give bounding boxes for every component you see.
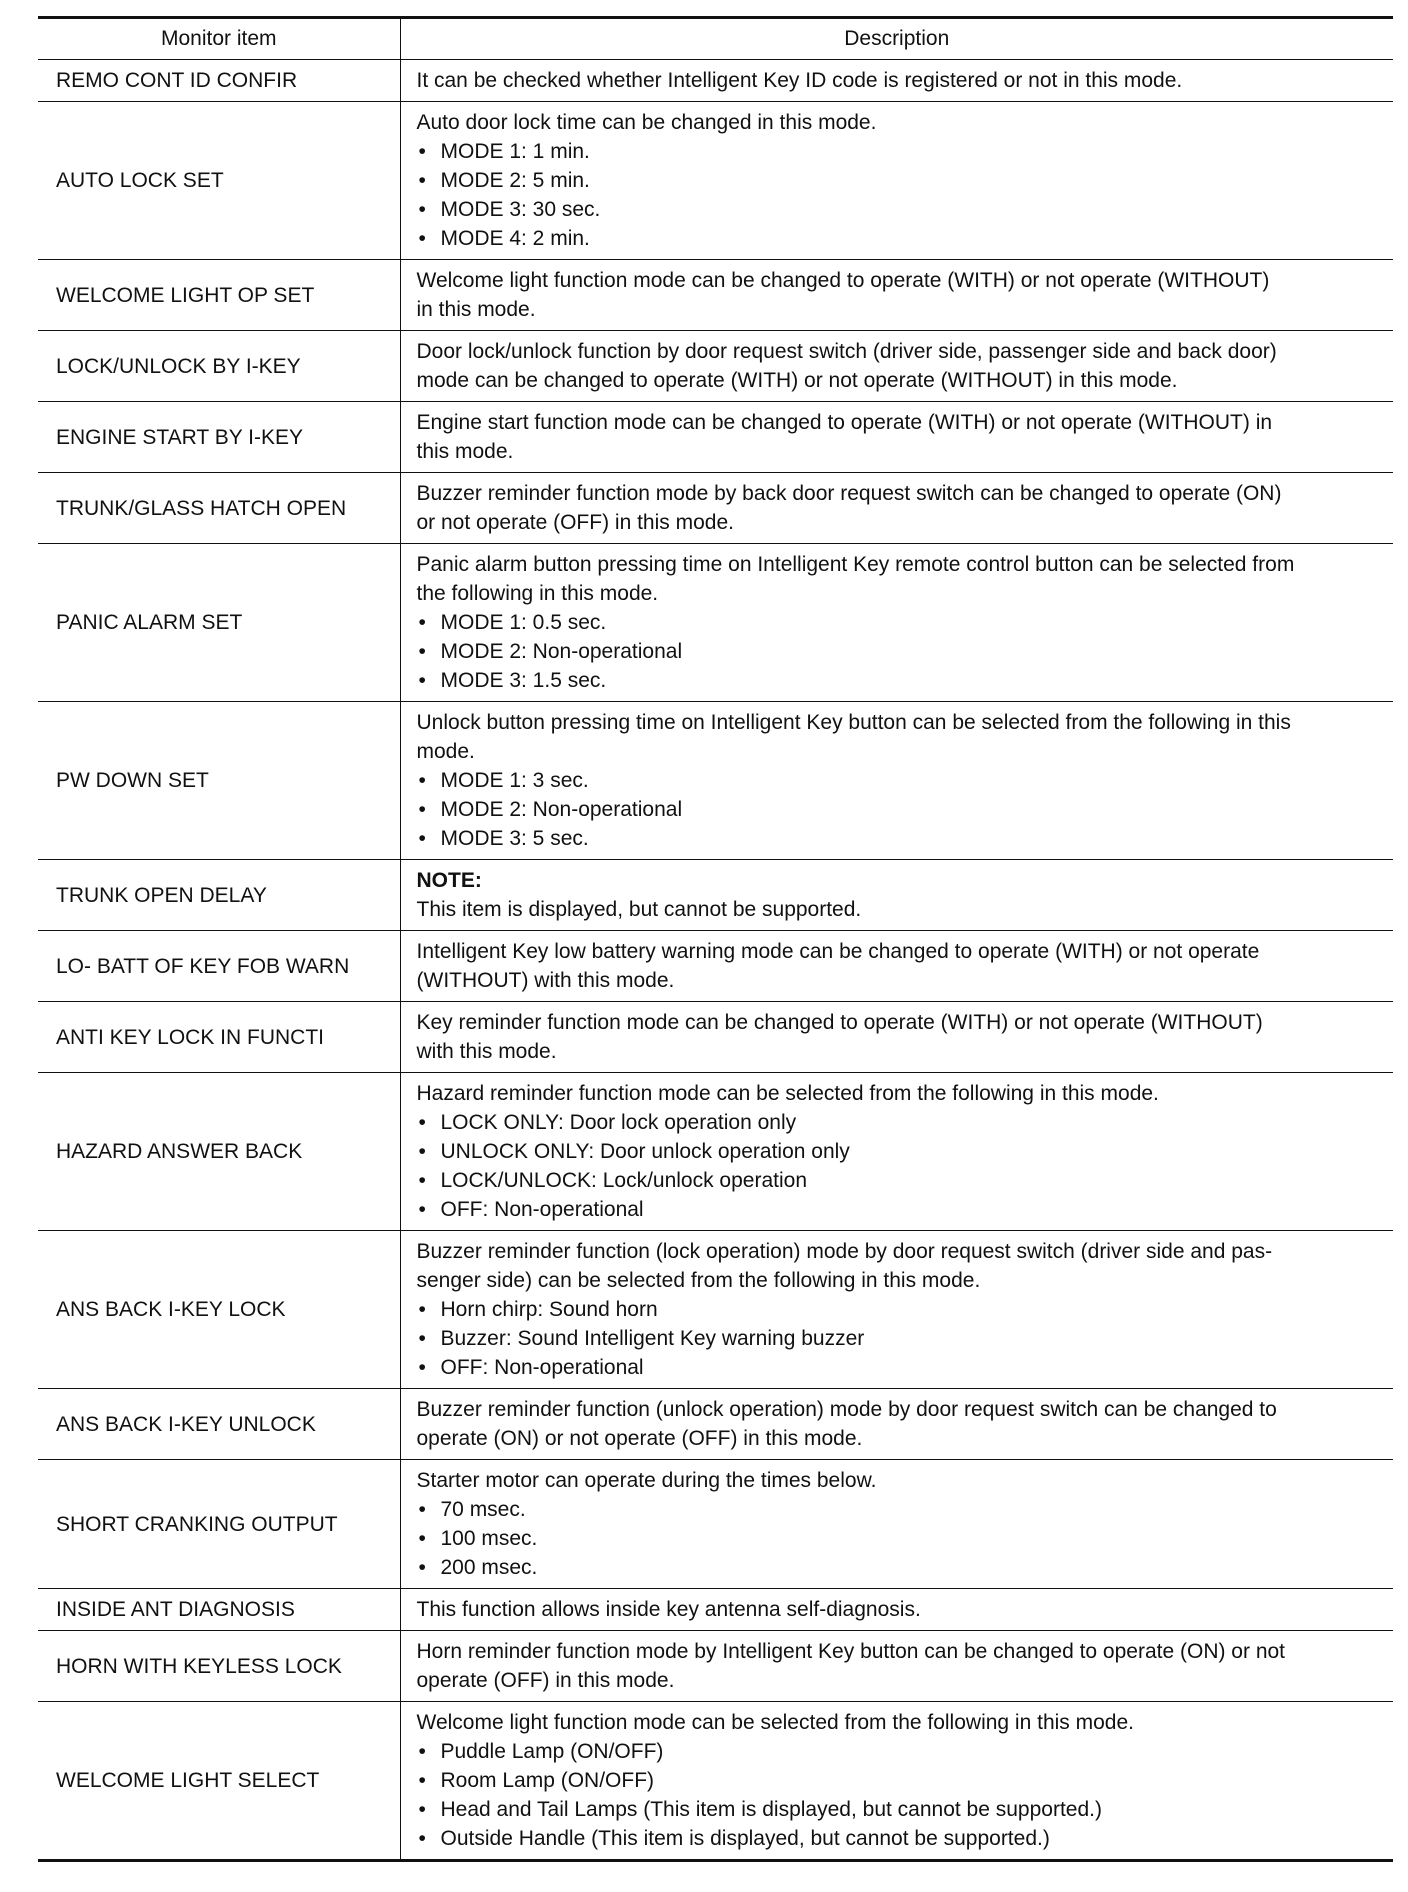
option-list (417, 1737, 1384, 1853)
description-line: or not operate (OFF) in this mode. (416, 511, 734, 534)
option-list-item: • 100 msec. (417, 1524, 1384, 1553)
description-line: Door lock/unlock function by door request switch (driver side, passenger side and back door) (416, 340, 1277, 363)
description-line: in this mode. (416, 298, 536, 321)
option-list-item: • MODE 3: 5 sec. (417, 824, 1384, 853)
table-body (38, 60, 1393, 1861)
option-list (417, 1295, 1384, 1382)
description-line: with this mode. (416, 1040, 557, 1063)
description-line: This function allows inside key antenna self-diagnosis. (416, 1598, 921, 1621)
table-row (38, 402, 1393, 473)
description-line: Horn reminder function mode by Intelligent Key button can be changed to operate (ON) or not (416, 1640, 1286, 1663)
description-line: Buzzer reminder function (unlock operation) mode by door request switch can be changed to (416, 1398, 1277, 1421)
table-row (38, 102, 1393, 260)
table-row (38, 1389, 1393, 1460)
option-list-item: • MODE 2: Non-operational (417, 637, 1384, 666)
option-list (417, 766, 1384, 853)
table-row (38, 544, 1393, 702)
option-list-item: • Puddle Lamp (ON/OFF) (417, 1737, 1384, 1766)
monitor-item-cell: SHORT CRANKING OUTPUT (38, 1460, 400, 1589)
monitor-item-cell: TRUNK OPEN DELAY (38, 860, 400, 931)
option-list (417, 1108, 1384, 1224)
option-list-item: • UNLOCK ONLY: Door unlock operation only (417, 1137, 1384, 1166)
description-cell (400, 1460, 1393, 1589)
monitor-item-cell: ANS BACK I-KEY LOCK (38, 1231, 400, 1389)
option-list-item: • MODE 3: 30 sec. (417, 195, 1384, 224)
description-cell (400, 1231, 1393, 1389)
description-cell (400, 1589, 1393, 1631)
option-list-item: • Outside Handle (This item is displayed, but cannot be supported.) (417, 1824, 1384, 1853)
table-row (38, 1231, 1393, 1389)
option-list (417, 1495, 1384, 1582)
description-cell (400, 1002, 1393, 1073)
description-line: This item is displayed, but cannot be supported. (416, 898, 862, 921)
table-row (38, 60, 1393, 102)
description-cell (400, 544, 1393, 702)
option-list-item: • 200 msec. (417, 1553, 1384, 1582)
description-line: Intelligent Key low battery warning mode can be changed to operate (WITH) or not operate (416, 940, 1260, 963)
table-row (38, 260, 1393, 331)
table-row (38, 1460, 1393, 1589)
description-line: operate (ON) or not operate (OFF) in this mode. (416, 1427, 863, 1450)
option-list-item: • 70 msec. (417, 1495, 1384, 1524)
option-list-item: • OFF: Non-operational (417, 1353, 1384, 1382)
description-line: Starter motor can operate during the times below. (416, 1469, 877, 1492)
monitor-item-cell: WELCOME LIGHT OP SET (38, 260, 400, 331)
description-line: the following in this mode. (416, 582, 659, 605)
option-list-item: • MODE 1: 3 sec. (417, 766, 1384, 795)
monitor-item-cell: TRUNK/GLASS HATCH OPEN (38, 473, 400, 544)
table-row (38, 860, 1393, 931)
description-cell (400, 860, 1393, 931)
description-line: (WITHOUT) with this mode. (416, 969, 675, 992)
description-cell (400, 473, 1393, 544)
description-cell (400, 60, 1393, 102)
monitor-item-cell: LO- BATT OF KEY FOB WARN (38, 931, 400, 1002)
header-description: Description (400, 18, 1393, 60)
description-cell (400, 702, 1393, 860)
table-row (38, 473, 1393, 544)
table-row (38, 702, 1393, 860)
description-line: mode. (416, 740, 475, 763)
table-header-row (38, 18, 1393, 60)
table-row (38, 1631, 1393, 1702)
monitor-item-cell: HAZARD ANSWER BACK (38, 1073, 400, 1231)
table-row (38, 1589, 1393, 1631)
monitor-item-cell: PW DOWN SET (38, 702, 400, 860)
description-cell (400, 102, 1393, 260)
description-line: this mode. (416, 440, 514, 463)
description-line: Buzzer reminder function (lock operation) mode by door request switch (driver side and pas- (416, 1240, 1273, 1263)
monitor-item-cell: WELCOME LIGHT SELECT (38, 1702, 400, 1861)
option-list-item: • MODE 2: 5 min. (417, 166, 1384, 195)
description-line: senger side) can be selected from the following in this mode. (416, 1269, 981, 1292)
table-row (38, 1702, 1393, 1861)
description-cell (400, 1073, 1393, 1231)
description-line: Unlock button pressing time on Intelligent Key button can be selected from the following in this (416, 711, 1291, 734)
description-line: Engine start function mode can be changed to operate (WITH) or not operate (WITHOUT) in (416, 411, 1273, 434)
monitor-item-table (38, 16, 1393, 1862)
option-list-item: • Buzzer: Sound Intelligent Key warning buzzer (417, 1324, 1384, 1353)
option-list-item: • MODE 3: 1.5 sec. (417, 666, 1384, 695)
monitor-item-cell: REMO CONT ID CONFIR (38, 60, 400, 102)
note-label: NOTE: (416, 869, 482, 892)
monitor-item-cell: PANIC ALARM SET (38, 544, 400, 702)
description-line: mode can be changed to operate (WITH) or not operate (WITHOUT) in this mode. (416, 369, 1178, 392)
monitor-item-cell: AUTO LOCK SET (38, 102, 400, 260)
option-list-item: • Head and Tail Lamps (This item is displayed, but cannot be supported.) (417, 1795, 1384, 1824)
monitor-item-cell: ANS BACK I-KEY UNLOCK (38, 1389, 400, 1460)
monitor-item-cell: INSIDE ANT DIAGNOSIS (38, 1589, 400, 1631)
description-cell (400, 402, 1393, 473)
description-line: Welcome light function mode can be selected from the following in this mode. (416, 1711, 1134, 1734)
description-cell (400, 260, 1393, 331)
monitor-item-cell: LOCK/UNLOCK BY I-KEY (38, 331, 400, 402)
table-row (38, 1073, 1393, 1231)
option-list (417, 137, 1384, 253)
monitor-item-cell: ENGINE START BY I-KEY (38, 402, 400, 473)
description-line: operate (OFF) in this mode. (416, 1669, 675, 1692)
description-line: Buzzer reminder function mode by back door request switch can be changed to operate (ON) (416, 482, 1282, 505)
description-cell (400, 1631, 1393, 1702)
option-list (417, 608, 1384, 695)
description-cell (400, 931, 1393, 1002)
table-row (38, 931, 1393, 1002)
option-list-item: • LOCK ONLY: Door lock operation only (417, 1108, 1384, 1137)
description-line: Panic alarm button pressing time on Intelligent Key remote control button can be selected from (416, 553, 1295, 576)
description-line: Key reminder function mode can be changed to operate (WITH) or not operate (WITHOUT) (416, 1011, 1263, 1034)
option-list-item: • Room Lamp (ON/OFF) (417, 1766, 1384, 1795)
option-list-item: • MODE 1: 0.5 sec. (417, 608, 1384, 637)
option-list-item: • OFF: Non-operational (417, 1195, 1384, 1224)
description-line: Hazard reminder function mode can be selected from the following in this mode. (416, 1082, 1159, 1105)
option-list-item: • MODE 4: 2 min. (417, 224, 1384, 253)
option-list-item: • MODE 2: Non-operational (417, 795, 1384, 824)
description-line: Welcome light function mode can be changed to operate (WITH) or not operate (WITHOUT) (416, 269, 1270, 292)
description-cell (400, 1389, 1393, 1460)
option-list-item: • Horn chirp: Sound horn (417, 1295, 1384, 1324)
table-row (38, 331, 1393, 402)
option-list-item: • MODE 1: 1 min. (417, 137, 1384, 166)
description-cell (400, 331, 1393, 402)
table-row (38, 1002, 1393, 1073)
description-cell (400, 1702, 1393, 1861)
description-line: Auto door lock time can be changed in this mode. (416, 111, 877, 134)
description-line: It can be checked whether Intelligent Key ID code is registered or not in this mode. (416, 69, 1183, 92)
monitor-item-cell: HORN WITH KEYLESS LOCK (38, 1631, 400, 1702)
option-list-item: • LOCK/UNLOCK: Lock/unlock operation (417, 1166, 1384, 1195)
monitor-item-cell: ANTI KEY LOCK IN FUNCTI (38, 1002, 400, 1073)
header-monitor-item: Monitor item (38, 18, 400, 60)
